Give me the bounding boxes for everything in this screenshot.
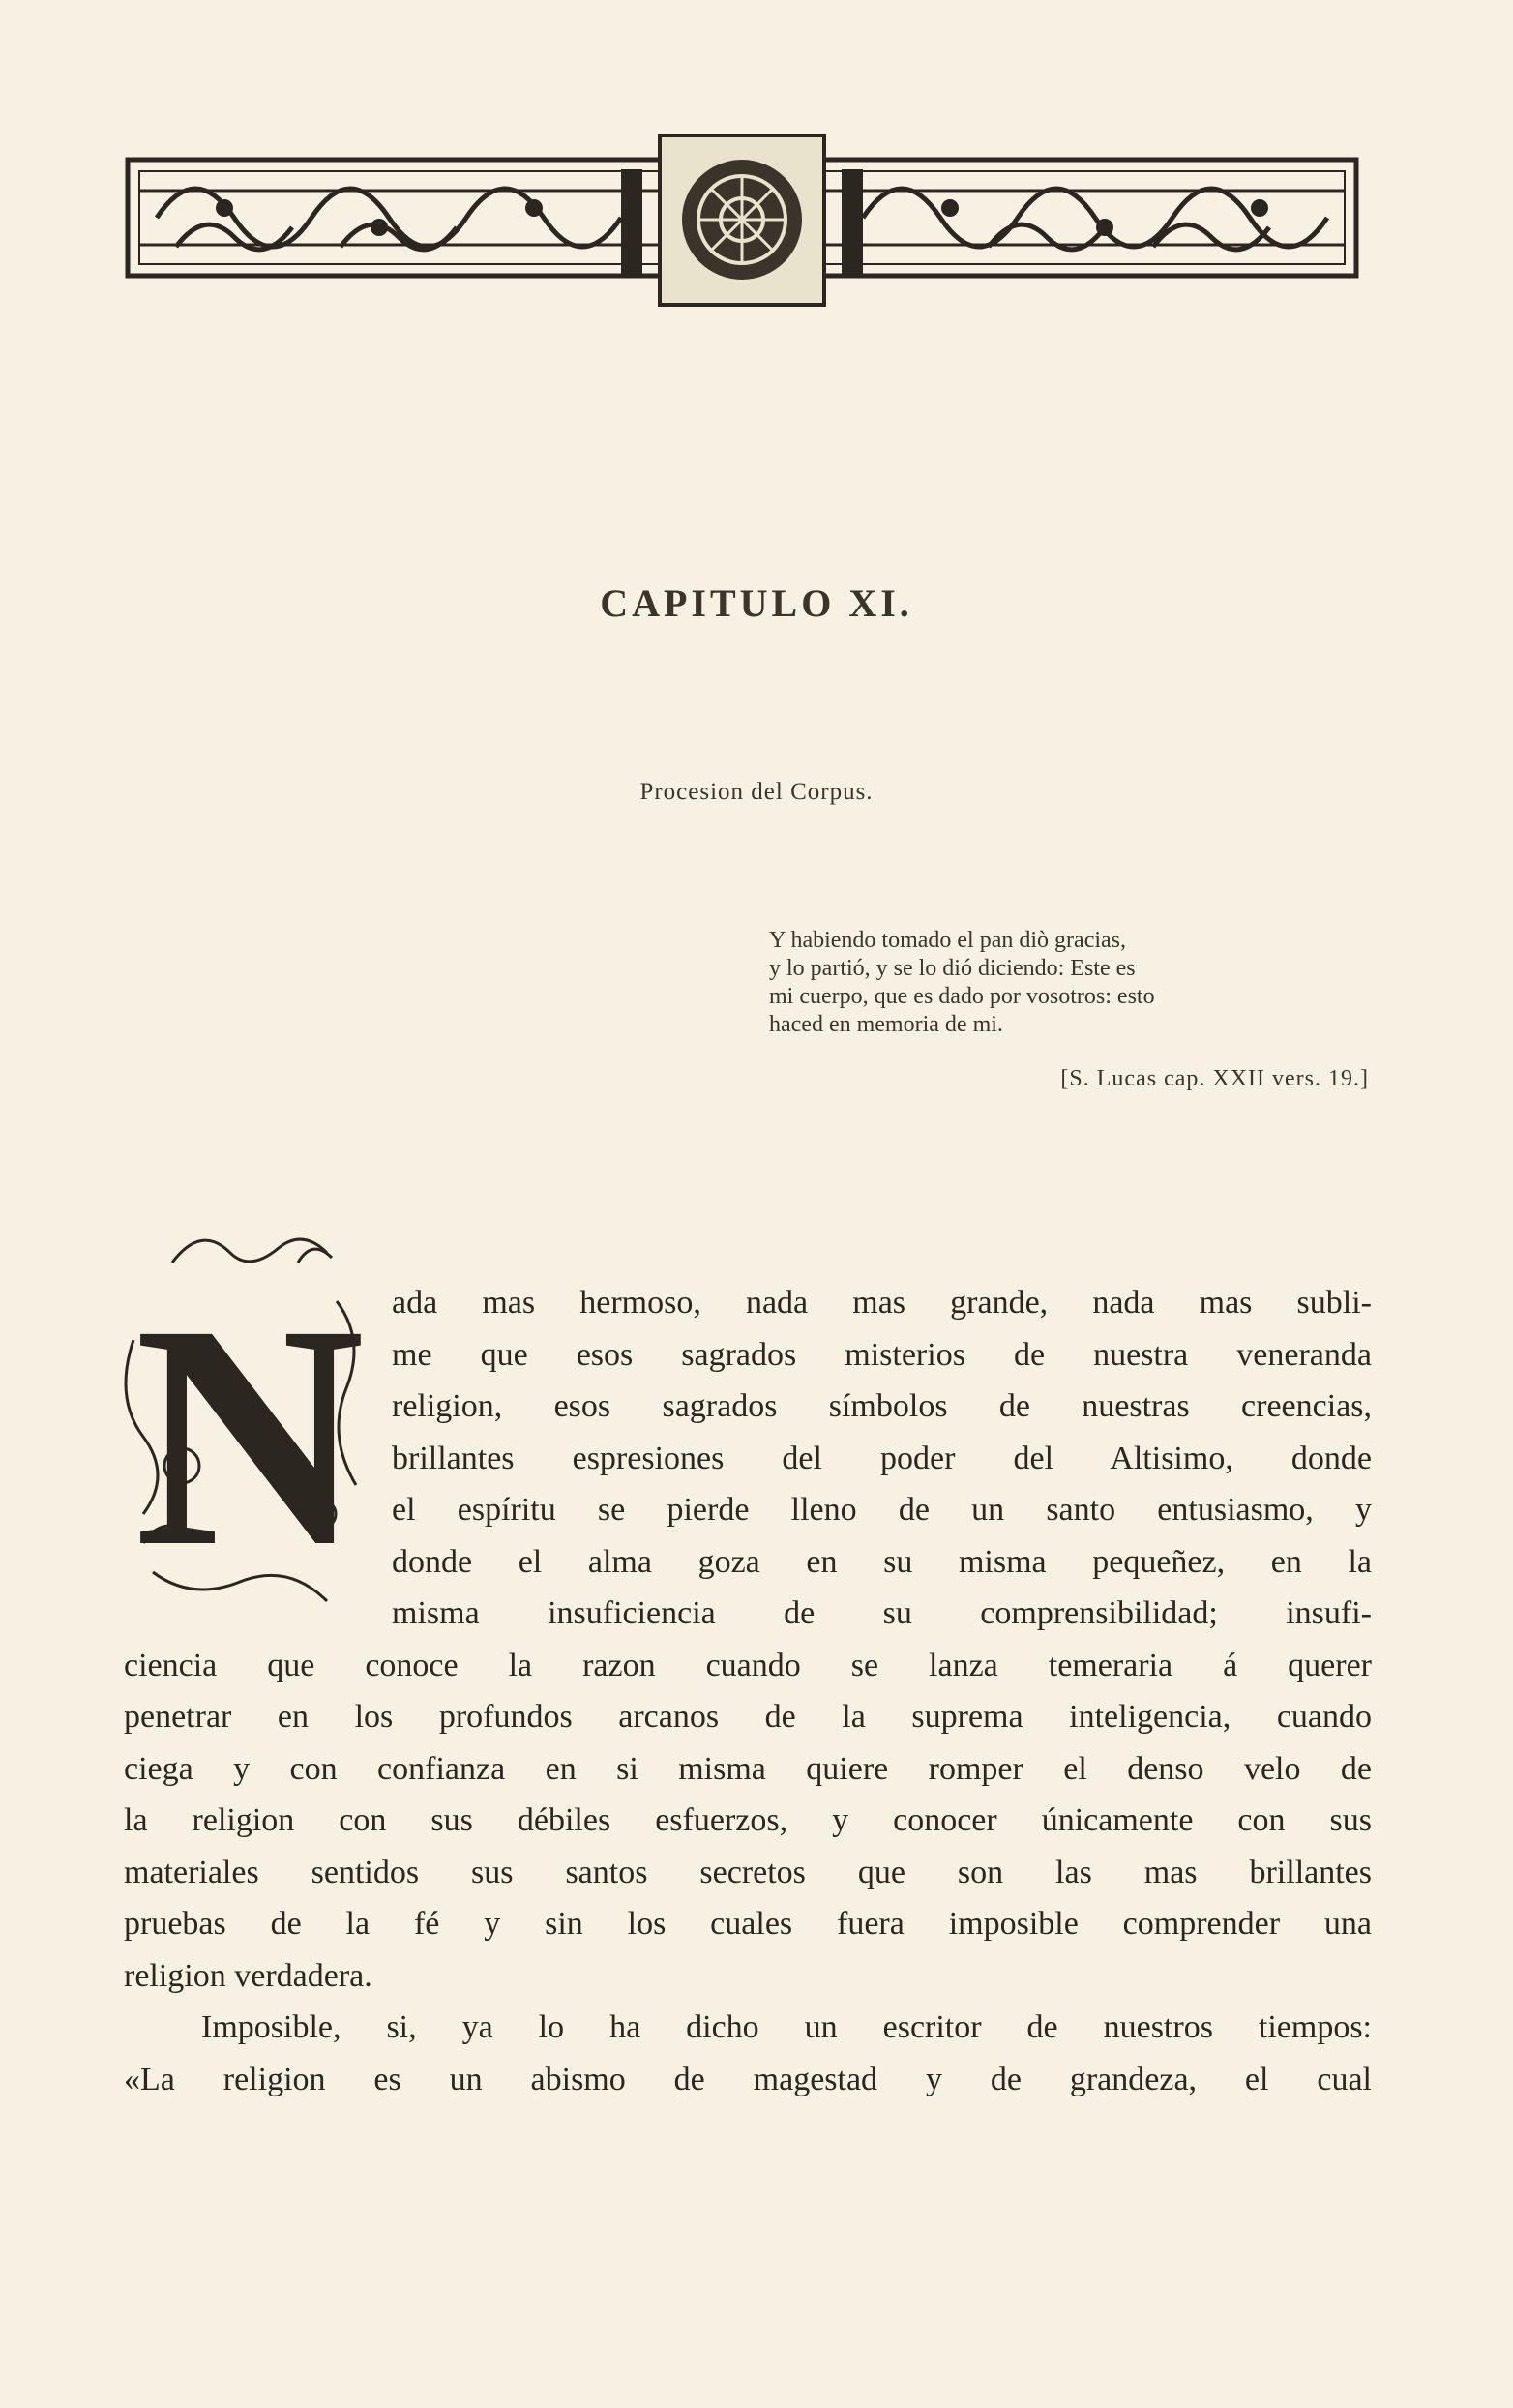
epigraph-line: mi cuerpo, que es dado por vosotros: esto xyxy=(769,984,1155,1009)
text-line: misma insuficiencia de su comprensibilidad; insufi- xyxy=(392,1595,1372,1631)
chapter-title: CAPITULO XI. xyxy=(600,581,913,625)
epigraph-line: Y habiendo tomado el pan diò gracias, xyxy=(769,928,1126,953)
text-line: me que esos sagrados misterios de nuestra veneranda xyxy=(392,1336,1372,1373)
drop-cap-letter: N xyxy=(134,1260,366,1613)
chapter-subtitle: Procesion del Corpus. xyxy=(639,779,874,805)
text-line: brillantes espresiones del poder del Altisimo, donde xyxy=(392,1440,1372,1476)
text-line: pruebas de la fé y sin los cuales fuera imposible comprender una xyxy=(124,1906,1372,1942)
text-line: penetrar en los profundos arcanos de la suprema inteligencia, cuando xyxy=(124,1699,1372,1735)
text-line: ada mas hermoso, nada mas grande, nada mas subli- xyxy=(392,1285,1372,1321)
epigraph xyxy=(769,927,1369,1039)
text-line: Imposible, si, ya lo ha dicho un escritor de nuestros tiempos: xyxy=(201,2009,1372,2045)
text-line: «La religion es un abismo de magestad y de grandeza, el cual xyxy=(124,2061,1372,2097)
epigraph-line: y lo partió, y se lo dió diciendo: Este es xyxy=(769,956,1136,981)
text-line: donde el alma goza en su misma pequeñez, en la xyxy=(392,1543,1372,1580)
text-line: religion, esos sagrados símbolos de nuestras creencias, xyxy=(392,1388,1372,1424)
text-line: la religion con sus débiles esfuerzos, y conocer únicamente con sus xyxy=(124,1802,1372,1838)
text-line: religion verdadera. xyxy=(124,1957,372,1994)
text-line: materiales sentidos sus santos secretos que son las mas brillantes xyxy=(124,1854,1372,1890)
text-line: ciega y con confianza en si misma quiere romper el denso velo de xyxy=(124,1750,1372,1787)
ornamental-headpiece xyxy=(118,131,1366,310)
body-text xyxy=(124,1277,1372,2105)
text-line: el espíritu se pierde lleno de un santo entusiasmo, y xyxy=(392,1492,1372,1528)
epigraph-line: haced en memoria de mi. xyxy=(769,1012,1003,1037)
text-line: ciencia que conoce la razon cuando se lanza temeraria á querer xyxy=(124,1647,1372,1683)
epigraph-citation: [S. Lucas cap. XXII vers. 19.] xyxy=(1060,1066,1369,1091)
